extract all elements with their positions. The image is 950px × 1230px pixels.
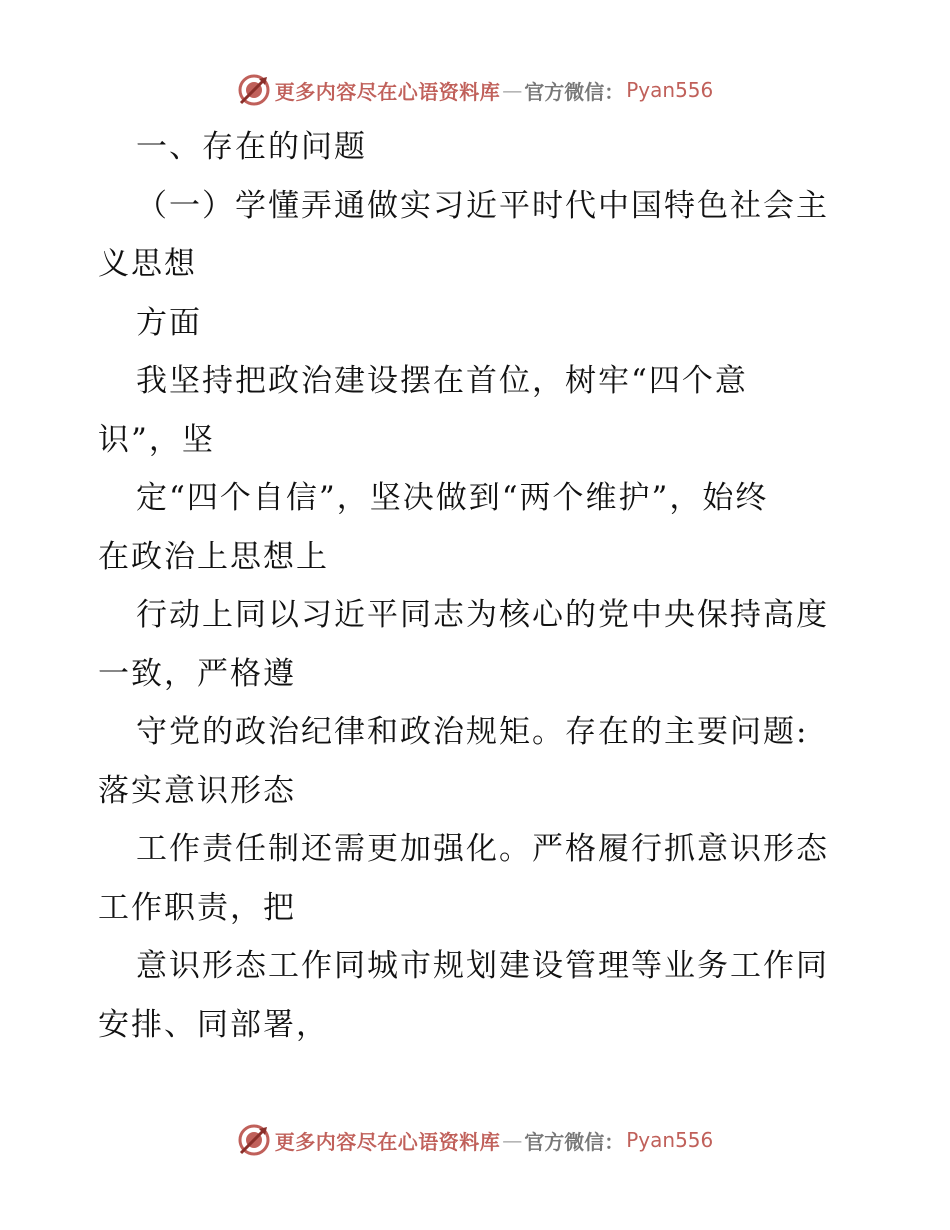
pen-logo-icon [237, 73, 271, 107]
body-line: 工作责任制还需更加强化。严格履行抓意识形态 [136, 831, 829, 867]
body-line: 行动上同以习近平同志为核心的党中央保持高度 [136, 597, 829, 633]
footer-dash: — [502, 1128, 523, 1152]
body-line: 意识形态工作同城市规划建设管理等业务工作同 [136, 948, 829, 984]
body-line: 落实意识形态 [98, 772, 296, 809]
footer-banner [0, 1120, 950, 1160]
header-wechat-id: Pyan556 [626, 78, 714, 102]
body-line: 工作职责，把 [98, 889, 296, 926]
body-line: 安排、同部署， [98, 1006, 329, 1043]
header-dash: — [502, 78, 523, 102]
body-line: 定“四个自信”，坚决做到“两个维护”，始终 [136, 480, 769, 516]
header-brand-text: 更多内容尽在心语资料库 [274, 79, 501, 104]
body-line: 我坚持把政治建设摆在首位，树牢“四个意 [136, 363, 748, 399]
body-line: 识”，坚 [98, 421, 215, 458]
footer-brand-text: 更多内容尽在心语资料库 [274, 1129, 501, 1154]
body-line: 方面 [136, 304, 202, 341]
body-line: 一致，严格遵 [98, 655, 296, 692]
body-line: 在政治上思想上 [98, 538, 329, 575]
subsection-heading-cont: 义思想 [98, 246, 197, 282]
header-wechat-label: 官方微信： [524, 79, 625, 104]
section-heading: 一、存在的问题 [136, 129, 367, 165]
subsection-heading: （一）学懂弄通做实习近平时代中国特色社会主 [136, 187, 829, 224]
footer-wechat-id: Pyan556 [626, 1128, 714, 1152]
pen-logo-icon [237, 1123, 271, 1157]
body-line: 守党的政治纪律和政治规矩。存在的主要问题: [136, 714, 809, 750]
document-body [98, 118, 858, 1054]
footer-wechat-label: 官方微信： [524, 1129, 625, 1154]
header-banner [0, 70, 950, 110]
